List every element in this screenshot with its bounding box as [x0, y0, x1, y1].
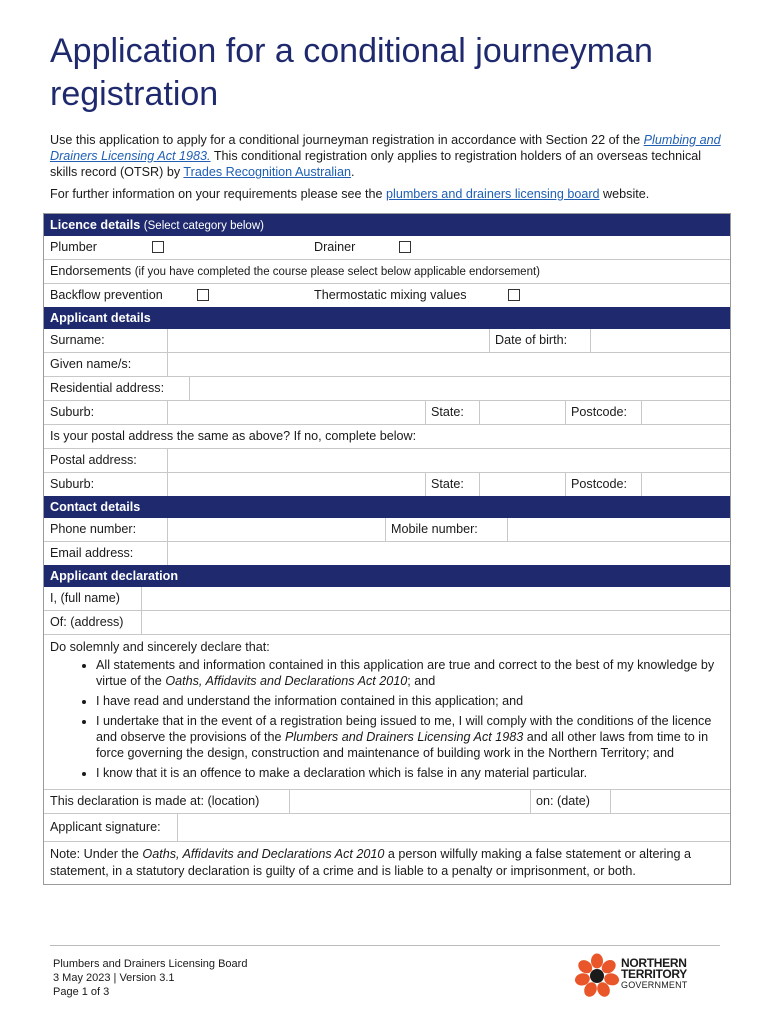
- declaration-item-1b: ; and: [407, 674, 436, 688]
- postcode-field[interactable]: [641, 401, 731, 424]
- declaration-list: [50, 657, 724, 781]
- residential-row: [44, 376, 730, 400]
- postal-address-field[interactable]: [167, 449, 731, 472]
- contact-details-header: Contact details: [44, 496, 730, 518]
- drainer-checkbox[interactable]: [399, 241, 411, 253]
- footer-divider: [50, 945, 720, 946]
- licence-category-row: [44, 236, 730, 259]
- plumber-label: Plumber: [50, 240, 97, 254]
- declaration-item-1a: All statements and information contained in this application are true and correct to the best of my knowledge by virtue of the: [96, 658, 715, 688]
- declaration-item-3a: I undertake that in the event of a registration being issued to me, I will comply with the conditions of the licence and observe the provisions of the: [96, 714, 712, 744]
- fullname-field[interactable]: [141, 587, 731, 610]
- intro-text: [50, 132, 725, 208]
- mobile-field[interactable]: [507, 518, 731, 541]
- logo-line-1: NORTHERN: [621, 956, 687, 970]
- licence-details-header: [44, 214, 730, 236]
- signature-label: Applicant signature:: [50, 820, 161, 834]
- intro-text-2a: For further information on your requirements please see the: [50, 187, 387, 201]
- trades-recognition-link[interactable]: Trades Recognition Australian: [183, 165, 351, 179]
- note-text-a: Note: Under the: [50, 847, 143, 861]
- drainer-label: Drainer: [314, 240, 356, 254]
- dob-label: Date of birth:: [495, 333, 568, 347]
- logo-line-2: TERRITORY: [621, 967, 687, 981]
- state-label: State:: [431, 405, 464, 419]
- logo-wordmark: [621, 958, 688, 991]
- footer-version: 3 May 2023 | Version 3.1: [53, 972, 175, 984]
- dob-field[interactable]: [590, 329, 731, 352]
- location-field[interactable]: [289, 790, 531, 813]
- postcode-label: Postcode:: [571, 405, 628, 419]
- given-names-field[interactable]: [167, 353, 731, 376]
- residential-label: Residential address:: [50, 381, 165, 395]
- declaration-item: [96, 657, 724, 689]
- footer-board: Plumbers and Drainers Licensing Board: [53, 958, 248, 970]
- plumber-checkbox[interactable]: [152, 241, 164, 253]
- postal-postcode-field[interactable]: [641, 473, 731, 496]
- suburb-field[interactable]: [167, 401, 426, 424]
- postal-postcode-label: Postcode:: [571, 477, 628, 491]
- endorsements-title: Endorsements: [50, 264, 132, 278]
- declaration-item-1-act: Oaths, Affidavits and Declarations Act 2010: [165, 674, 408, 688]
- location-label: This declaration is made at: (location): [50, 794, 260, 808]
- given-names-row: [44, 352, 730, 376]
- postal-state-field[interactable]: [479, 473, 566, 496]
- intro-paragraph-1: [50, 132, 725, 180]
- endorsements-label: [44, 260, 540, 284]
- suburb-label: Suburb:: [50, 405, 95, 419]
- intro-text-1b: This conditional registration only applies to registration holders of an overseas technical skills record (OTSR) by: [50, 149, 702, 179]
- postal-address-label: Postal address:: [50, 453, 137, 467]
- suburb-row: [44, 400, 730, 424]
- state-field[interactable]: [479, 401, 566, 424]
- intro-text-1a: Use this application to apply for a conditional journeyman registration in accordance with Section 22 of the: [50, 133, 644, 147]
- phone-label: Phone number:: [50, 522, 137, 536]
- endorsement-options-row: [44, 283, 730, 307]
- residential-field[interactable]: [189, 377, 731, 400]
- note-act: Oaths, Affidavits and Declarations Act 2010: [142, 847, 385, 861]
- address-field[interactable]: [141, 611, 731, 634]
- footer: [53, 957, 247, 999]
- endorsements-row: [44, 259, 730, 283]
- applicant-declaration-header: Applicant declaration: [44, 565, 730, 587]
- declaration-item-3b: and all other laws from time to in force governing the design, construction and maintenance of building work in the Northern Territory; and: [96, 730, 709, 760]
- email-label: Email address:: [50, 546, 134, 560]
- phone-field[interactable]: [167, 518, 386, 541]
- nt-government-logo-icon: [574, 953, 620, 999]
- surname-label: Surname:: [50, 333, 105, 347]
- logo-line-3: GOVERNMENT: [621, 980, 688, 990]
- note-text-b: a person wilfully making a false statement or altering a statement, in a statutory declaration is guilty of a crime and is liable to a penalty or imprisonment, or both.: [50, 847, 691, 878]
- thermostatic-label: Thermostatic mixing values: [314, 288, 467, 302]
- email-row: [44, 541, 730, 565]
- thermostatic-checkbox[interactable]: [508, 289, 520, 301]
- postal-question-row: [44, 424, 730, 448]
- mobile-label: Mobile number:: [391, 522, 478, 536]
- endorsements-note: (if you have completed the course please select below applicable endorsement): [134, 266, 540, 278]
- postal-suburb-label: Suburb:: [50, 477, 95, 491]
- declaration-intro: Do solemnly and sincerely declare that:: [50, 640, 270, 654]
- postal-question: Is your postal address the same as above? If no, complete below:: [50, 429, 417, 443]
- fullname-label: I, (full name): [50, 591, 120, 605]
- surname-field[interactable]: [167, 329, 490, 352]
- date-label: on: (date): [536, 794, 590, 808]
- plumbing-act-link[interactable]: Plumbing and Drainers Licensing Act 1983.: [50, 133, 721, 163]
- email-field[interactable]: [167, 542, 731, 565]
- declaration-item: • I know that it is an offence to make a declaration which is false in any material particular.: [96, 765, 724, 781]
- licensing-board-link[interactable]: plumbers and drainers licensing board: [386, 187, 600, 201]
- postal-suburb-row: [44, 472, 730, 496]
- date-field[interactable]: [610, 790, 731, 813]
- postal-suburb-field[interactable]: [167, 473, 426, 496]
- licence-header-note: (Select category below): [143, 220, 264, 232]
- signature-row: [44, 813, 730, 841]
- backflow-checkbox[interactable]: [197, 289, 209, 301]
- declaration-location-row: [44, 789, 730, 813]
- backflow-label: Backflow prevention: [50, 288, 163, 302]
- address-label: Of: (address): [50, 615, 124, 629]
- declaration-item: [96, 713, 724, 761]
- application-form: [43, 213, 731, 885]
- phone-row: [44, 518, 730, 541]
- surname-row: [44, 329, 730, 352]
- intro-text-1c: .: [350, 165, 355, 179]
- licence-header-label: Licence details: [50, 218, 141, 232]
- postal-address-row: [44, 448, 730, 472]
- signature-field[interactable]: [177, 814, 731, 841]
- fullname-row: [44, 587, 730, 610]
- declaration-item-3-act: Plumbers and Drainers Licensing Act 1983: [285, 730, 524, 744]
- declaration-statements: [44, 634, 730, 789]
- page-title: Application for a conditional journeyman registration: [50, 32, 653, 113]
- footer-page: Page 1 of 3: [53, 986, 110, 998]
- given-names-label: Given name/s:: [50, 357, 132, 371]
- applicant-details-header: Applicant details: [44, 307, 730, 329]
- intro-text-2b: website.: [599, 187, 650, 201]
- address-row: [44, 610, 730, 634]
- postal-state-label: State:: [431, 477, 464, 491]
- declaration-note: [44, 841, 730, 884]
- intro-paragraph-2: [50, 186, 725, 202]
- declaration-item: • I have read and understand the information contained in this application; and: [96, 693, 724, 709]
- nt-government-logo: [574, 953, 704, 999]
